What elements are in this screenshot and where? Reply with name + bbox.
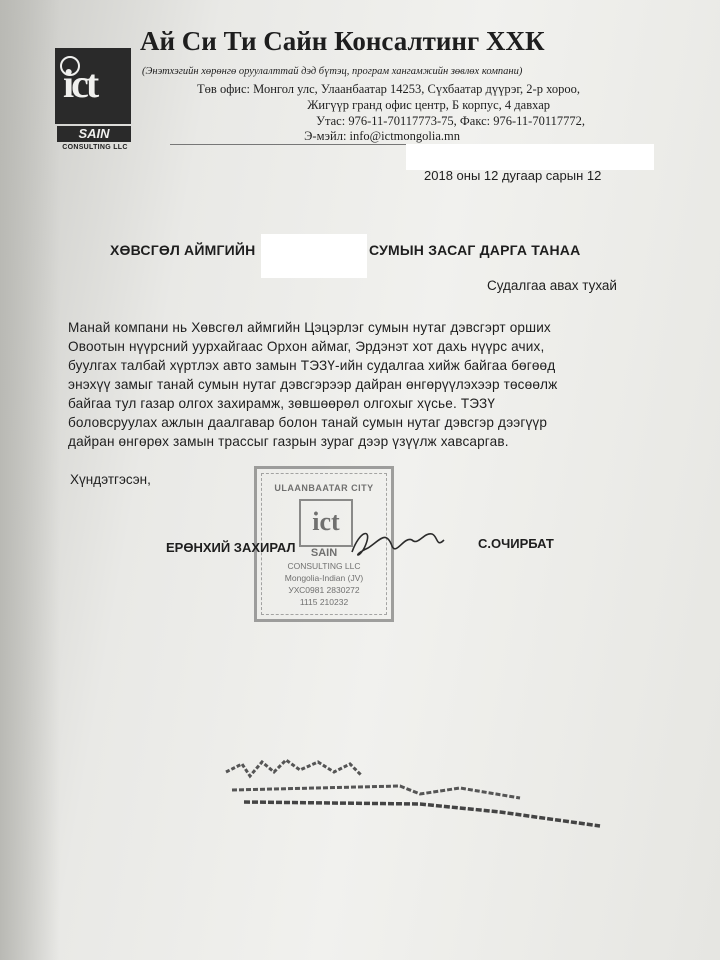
page-fold-shadow bbox=[0, 0, 60, 960]
stamp-line: SAIN bbox=[310, 547, 338, 559]
logo-band: SAIN bbox=[57, 126, 131, 142]
letter-subject: Судалгаа авах тухай bbox=[487, 278, 617, 293]
body-line: Манай компани нь Хөвсгөл аймгийн Цэцэрлэг сумын нутаг дэвсгэрт орших bbox=[68, 320, 551, 335]
address-line-2: Жигүүр гранд офис центр, Б корпус, 4 давхар bbox=[307, 98, 550, 112]
stamp-line: 1115 210232 bbox=[299, 597, 349, 607]
address-line-1: Төв офис: Монгол улс, Улаанбаатар 14253, Сүхбаатар дүүрэг, 2-р хороо, bbox=[197, 82, 580, 96]
company-description: (Энэтхэгийн хөрөнгө оруулалттай дэд бүтэц, програм хангамжийн зөвлөх компани) bbox=[142, 66, 523, 77]
scribble-redaction-2 bbox=[232, 786, 520, 798]
body-line: буулгах талбай хүртлэх авто замын ТЭЗҮ-ийн судалгаа хийж байгаа бөгөөд bbox=[68, 358, 556, 373]
stamp-line: Mongolia-Indian (JV) bbox=[284, 573, 364, 583]
phone-line: Утас: 976-11-70117773-75, Факс: 976-11-70117772, bbox=[316, 114, 585, 128]
logo-mark-text: ict bbox=[63, 61, 97, 106]
logo-mark-box bbox=[55, 48, 131, 124]
signer-title: ЕРӨНХИЙ ЗАХИРАЛ bbox=[166, 540, 296, 555]
signer-name: С.ОЧИРБАТ bbox=[478, 536, 554, 551]
scribble-redaction-1 bbox=[226, 760, 362, 776]
company-logo bbox=[55, 48, 133, 154]
body-line: дайран өнгөрөх замын трассыг газрын зураг дээр үзүүлж хавсаргав. bbox=[68, 434, 509, 449]
email-line: Э-мэйл: info@ictmongolia.mn bbox=[304, 129, 460, 143]
closing-salutation: Хүндэтгэсэн, bbox=[70, 472, 151, 487]
addressee-part-1: ХӨВСГӨЛ АЙМГИЙН bbox=[110, 242, 256, 258]
letter-date: 2018 оны 12 дугаар сарын 12 bbox=[424, 168, 602, 183]
redaction-block-reference bbox=[406, 144, 654, 170]
scribble-redaction-3 bbox=[244, 802, 600, 826]
body-line: Овоотын нүүрсний уурхайгаас Орхон аймаг, Эрдэнэт хот дахь нүүрс ачих, bbox=[68, 339, 545, 354]
body-line: байгаа тул газар олгох захирамж, зөвшөөрөл олгохыг хүсье. ТЭЗҮ bbox=[68, 396, 496, 411]
logo-tagline: CONSULTING LLC bbox=[62, 144, 128, 151]
addressee-part-2: СУМЫН ЗАСАГ ДАРГА ТАНАА bbox=[369, 242, 581, 258]
body-line: энэхүү замыг танай сумын нутаг дэвсгэрээр дайран өнгөрүүлэхээр төсөөлж bbox=[68, 377, 558, 392]
stamp-logo-mark: ict bbox=[299, 499, 353, 547]
stamp-city: ULAANBAATAR CITY bbox=[274, 483, 374, 493]
body-line: боловсруулах ажлын даалгавар болон танай сумын нутаг дэвсгэр дээгүүр bbox=[68, 415, 548, 430]
redaction-block-soum bbox=[261, 234, 367, 278]
stamp-line: УХС0981 2830272 bbox=[288, 585, 360, 595]
stamp-line: CONSULTING LLC bbox=[287, 561, 361, 571]
company-name: Ай Си Ти Сайн Консалтинг ХХК bbox=[140, 26, 545, 56]
